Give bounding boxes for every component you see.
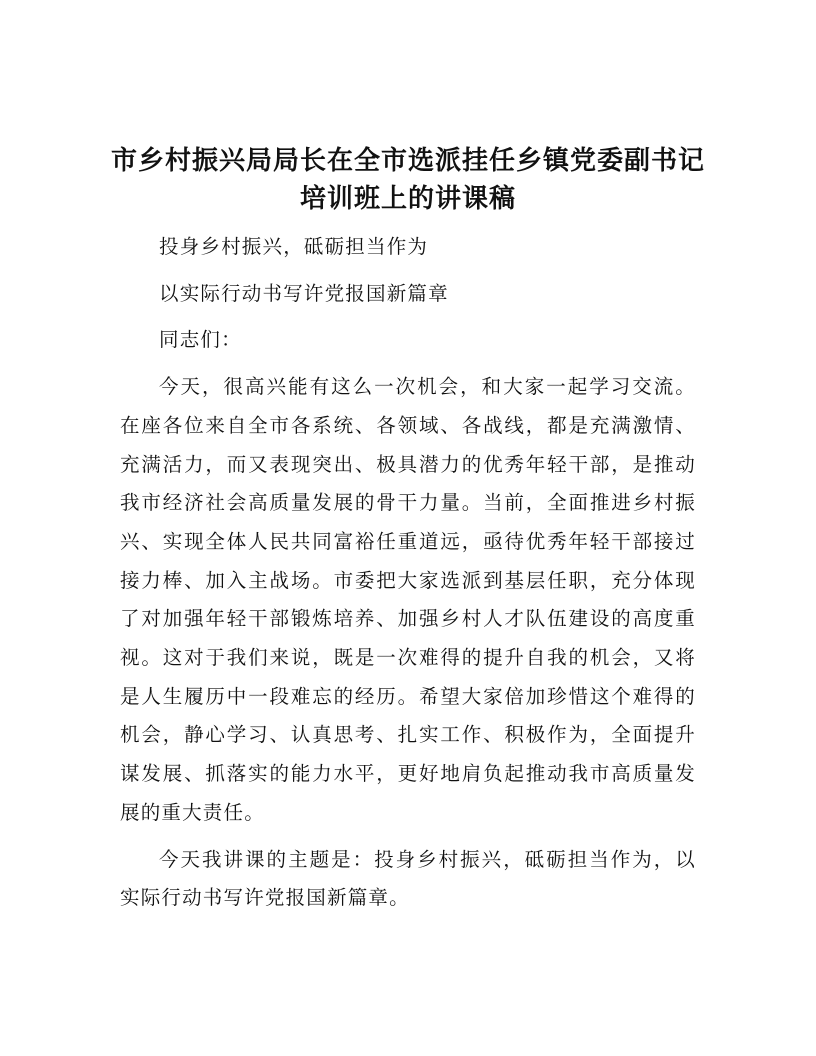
subtitle-line-1: 投身乡村振兴，砥砺担当作为 [159, 235, 429, 258]
paragraph-2: 今天我讲课的主题是：投身乡村振兴，砥砺担当作为，以实际行动书写许党报国新篇章。 [120, 847, 696, 910]
subtitle-line-2: 以实际行动书写许党报国新篇章 [159, 281, 449, 305]
paragraph-1: 今天，很高兴能有这么一次机会，和大家一起学习交流。在座各位来自全市各系统、各领域、各战线，都是充满激情、充满活力，而又表现突出、极具潜力的优秀年轻干部，是推动我市经济社会高质量发展的骨干力量。当前，全面推进乡村振兴、实现全体人民共同富裕任重道远，亟待优秀年轻干部接过接力棒、加入主战场。市委把大家选派到基层任职，充分体现了对加强年轻干部锻炼培养、加强乡村人才队伍建设的高度重视。这对于我们来说，既是一次难得的提升自我的机会，又将是人生履历中一段难忘的经历。希望大家倍加珍惜这个难得的机会，静心学习、认真思考、扎实工作、积极作为，全面提升谋发展、抓落实的能力水平，更好地肩负起推动我市高质量发展的重大责任。 [120, 375, 696, 824]
document-body [120, 228, 696, 926]
salutation: 同志们： [159, 328, 242, 352]
document-title: 市乡村振兴局局长在全市选派挂任乡镇党委副书记培训班上的讲课稿 [110, 146, 705, 214]
